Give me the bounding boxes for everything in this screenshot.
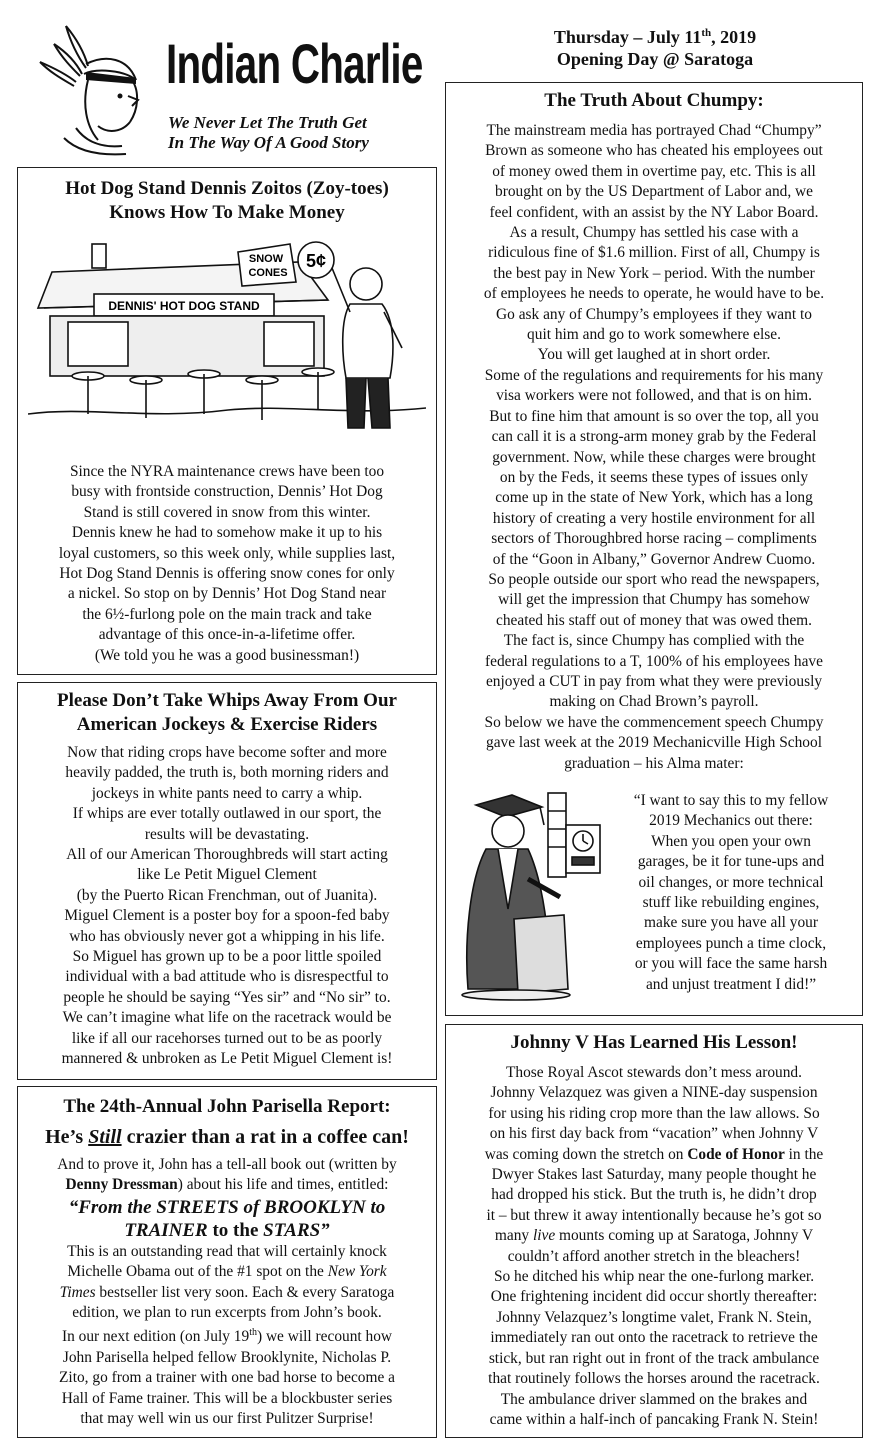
quote-line: “I want to say this to my fellow <box>633 792 829 809</box>
article-dennis-line: (We told you he was a good businessman!) <box>94 646 360 664</box>
edition-date-main: Thursday – July 11 <box>553 27 702 47</box>
stand-sign-text: DENNIS' HOT DOG STAND <box>108 299 260 313</box>
article-parisella-body <box>18 1155 436 1430</box>
article-whips-line: people he should be saying “Yes sir” and “No sir” to. <box>63 988 391 1006</box>
article-chumpy-line: cheated his staff out of money that was owed them. <box>496 611 812 629</box>
article-dennis-line: the 6½-furlong pole on the main track and take <box>82 605 372 623</box>
book-title-line-1: “From the STREETS of BROOKLYN to <box>68 1196 386 1218</box>
quote-line: oil changes, or more technical <box>638 873 824 891</box>
article-parisella-line <box>18 1262 436 1282</box>
snow-sign-text-2: CONES <box>248 267 288 279</box>
edition-date <box>470 22 840 48</box>
article-whips-line: mannered & unbroken as Le Petit Miguel Clement is! <box>61 1050 393 1068</box>
article-dennis-line: Hot Dog Stand Dennis is offering snow cones for only <box>59 565 395 583</box>
hot-dog-stand-drawing-icon <box>28 238 426 444</box>
article-johnny-line: Johnny Velazquez’s longtime valet, Frank N. Stein, <box>496 1308 812 1326</box>
article-chumpy-line: of the “Goon in Albany,” Governor Andrew Cuomo. <box>492 550 816 568</box>
article-chumpy-line: Some of the regulations and requirements for his many <box>484 366 824 384</box>
indian-charlie-portrait-icon <box>36 18 168 158</box>
l5-a: was coming down the stretch on <box>484 1145 688 1163</box>
article-chumpy-line: sectors of Thoroughbred horse racing – compliments <box>491 530 817 548</box>
line-9-sup: th <box>249 1327 257 1339</box>
article-chumpy-line: enjoyed a CUT in pay from what they were previously <box>485 672 823 690</box>
article-johnny-line: One frightening incident did occur shortly thereafter: <box>490 1288 818 1306</box>
book-title-line-2 <box>18 1219 436 1242</box>
edition-subtitle: Opening Day @ Saratoga <box>556 49 754 69</box>
line-9-b: ) we will recount how <box>256 1328 393 1346</box>
line-2-rest: ) about his life and times, entitled: <box>177 1176 389 1194</box>
headline-2-part-a: He’s <box>45 1126 89 1148</box>
l9-live: live <box>532 1227 556 1245</box>
article-johnny-line: had dropped his stick. But the truth is, he didn’t drop <box>491 1186 817 1204</box>
article-johnny-line <box>446 1226 862 1246</box>
article-parisella-line <box>18 1323 436 1348</box>
line-7-times: Times <box>59 1283 96 1301</box>
article-chumpy-line: ridiculous fine of $1.6 million. First of all, Chumpy is <box>488 244 820 262</box>
article-johnny-line: came within a half-inch of pancaking Frank N. Stein! <box>489 1410 819 1428</box>
article-chumpy-line: gave last week at the 2019 Mechanicville High School <box>486 734 822 752</box>
article-dennis-line: Dennis knew he had to somehow make it up to his <box>71 524 383 542</box>
article-johnny-line: Dwyer Stakes last Saturday, many people thought he <box>491 1166 817 1184</box>
article-parisella-line <box>18 1283 436 1303</box>
article-chumpy-line: quit him and go to work somewhere else. <box>527 326 781 344</box>
article-dennis-line: a nickel. So stop on by Dennis’ Hot Dog Stand near <box>67 585 387 603</box>
article-chumpy-line: will get the impression that Chumpy has somehow <box>498 591 810 609</box>
article-chumpy-line: government. Now, while these charges were brought <box>492 448 816 466</box>
snow-sign-price: 5¢ <box>305 251 327 271</box>
headline-2-part-c: crazier than a rat in a coffee can! <box>121 1126 409 1148</box>
article-chumpy-body <box>446 121 862 774</box>
article-johnny-line: on his first day back from “vacation” when Johnny V <box>489 1125 819 1143</box>
article-chumpy-line: of employees he needs to operate, he would have to be. <box>483 285 825 303</box>
article-whips-line: like Le Petit Miguel Clement <box>137 866 317 884</box>
author-name: Denny Dressman <box>65 1176 178 1194</box>
article-chumpy-headline: The Truth About Chumpy: <box>544 90 764 111</box>
article-chumpy-line: So below we have the commencement speech Chumpy <box>484 713 824 731</box>
article-chumpy-line: federal regulations to a T, 100% of his employees have <box>485 652 823 670</box>
edition-date-sup: th <box>701 27 712 39</box>
article-chumpy-line: feel confident, with an assist by the NY Labor Board. <box>489 203 819 221</box>
article-whips-line: results will be devastating. <box>144 825 310 843</box>
article-whips-line: All of our American Thoroughbreds will start acting <box>66 846 388 864</box>
article-johnny-line <box>446 1145 862 1165</box>
article-dennis <box>17 167 437 675</box>
article-johnny-line: So he ditched his whip near the one-furlong marker. <box>493 1268 815 1286</box>
book-title-trainer: TRAINER <box>124 1219 208 1241</box>
masthead-tagline-2: In The Way Of A Good Story <box>168 133 369 152</box>
article-chumpy-line: the best pay in New York – period. With the number <box>493 264 815 282</box>
article-chumpy-line: Go ask any of Chumpy’s employees if they want to <box>496 305 812 323</box>
article-whips-line: Miguel Clement is a poster boy for a spoon-fed baby <box>64 907 390 925</box>
line-6-a: Michelle Obama out of the #1 spot on the <box>67 1263 328 1281</box>
article-chumpy-line: history of creating a very hostile environment for all <box>492 509 816 527</box>
article-whips-line: who has obviously never got a whipping in his life. <box>69 927 385 945</box>
article-chumpy-line: But to fine him that amount is so over the top, all you <box>489 407 819 425</box>
chumpy-speech-quote <box>606 791 856 995</box>
masthead-title: Indian Charlie <box>166 32 423 95</box>
article-dennis-line: loyal customers, so this week only, while supplies last, <box>58 544 396 562</box>
article-johnny-line: that routinely follows the horses around the racetrack. <box>488 1370 820 1388</box>
masthead-logo-illustration <box>36 18 168 158</box>
article-chumpy-line: The mainstream media has portrayed Chad “Chumpy” <box>486 122 822 139</box>
article-chumpy <box>445 82 863 1016</box>
article-chumpy-line: making on Chad Brown’s payroll. <box>549 693 759 711</box>
article-johnny-line: for using his riding crop more than the law allows. So <box>488 1104 820 1122</box>
article-whips-line: individual with a bad attitude who is disrespectful to <box>65 968 389 986</box>
article-johnny-line: The ambulance driver slammed on the brakes and <box>500 1390 808 1408</box>
article-chumpy-line: on by the Feds, it seems these types of issues only <box>499 468 809 486</box>
article-chumpy-line: Brown as someone who has cheated his employees out <box>485 142 823 160</box>
article-johnny-line: it – but threw it away intentionally because he’s got so <box>486 1206 822 1224</box>
article-chumpy-line: of money owed them in overtime pay, etc. This is all <box>492 162 816 180</box>
article-johnny-line: Johnny Velazquez was given a NINE-day suspension <box>490 1084 818 1102</box>
l5-c: in the <box>784 1145 824 1163</box>
graduate-time-clock-icon <box>456 789 606 1003</box>
article-whips-line: like if all our racehorses turned out to be as poorly <box>71 1029 383 1047</box>
article-whips-headline-1: Please Don’t Take Whips Away From Our <box>57 690 397 711</box>
article-parisella-line: that may well win us our first Pulitzer Surprise! <box>80 1410 374 1428</box>
line-9-a: In our next edition (on July 19 <box>61 1328 250 1346</box>
headline-2-still: Still <box>88 1126 122 1148</box>
quote-line: employees punch a time clock, <box>635 934 827 952</box>
article-parisella-line <box>18 1175 436 1195</box>
article-parisella-line: And to prove it, John has a tell-all book out (written by <box>57 1156 397 1173</box>
article-chumpy-line: graduation – his Alma mater: <box>564 754 744 772</box>
article-chumpy-line: The fact is, since Chumpy has complied with the <box>503 632 805 650</box>
article-whips-line: We can’t imagine what life on the racetrack would be <box>62 1009 392 1027</box>
article-johnny-v <box>445 1024 863 1438</box>
article-johnny-line: Those Royal Ascot stewards don’t mess around. <box>506 1064 802 1081</box>
article-johnny-line: immediately ran out onto the racetrack to retrieve the <box>490 1329 818 1347</box>
article-johnny-line: couldn’t afford another stretch in the bleachers! <box>507 1247 801 1265</box>
article-dennis-line: advantage of this once-in-a-lifetime offer. <box>98 626 356 644</box>
l9-c: mounts coming up at Saratoga, Johnny V <box>555 1227 814 1245</box>
article-whips-body <box>18 743 436 1070</box>
article-parisella <box>17 1086 437 1438</box>
article-chumpy-line: You will get laughed at in short order. <box>537 346 771 364</box>
article-dennis-line: Since the NYRA maintenance crews have been too <box>69 463 385 480</box>
article-dennis-headline-2: Knows How To Make Money <box>109 202 345 223</box>
line-7-b: bestseller list very soon. Each & every Saratoga <box>95 1283 395 1301</box>
article-whips-line: Now that riding crops have become softer and more <box>67 744 387 761</box>
horse-name: Code of Honor <box>687 1145 785 1163</box>
quote-line: garages, be it for tune-ups and <box>637 853 825 871</box>
edition-date-year: , 2019 <box>711 27 757 47</box>
hot-dog-stand-illustration <box>28 238 426 444</box>
article-parisella-headline-1: The 24th-Annual John Parisella Report: <box>63 1096 391 1117</box>
article-johnny-line: stick, but ran right out in front of the track ambulance <box>488 1349 820 1367</box>
chumpy-graduation-illustration <box>456 789 606 1003</box>
article-parisella-line: Hall of Fame trainer. This will be a blockbuster series <box>61 1389 393 1407</box>
article-dennis-line: busy with frontside construction, Dennis’ Hot Dog <box>71 483 383 501</box>
article-parisella-line: Zito, go from a trainer with one bad horse to become a <box>59 1369 395 1387</box>
article-chumpy-line: So people outside our sport who read the newspapers, <box>488 570 820 588</box>
article-chumpy-line: brought on by the US Department of Labor and, we <box>495 183 813 201</box>
article-chumpy-line: visa workers were not followed, and that is on him. <box>496 387 812 405</box>
article-parisella-line: John Parisella helped fellow Brooklynite, Nicholas P. <box>62 1348 392 1366</box>
masthead-tagline-1: We Never Let The Truth Get <box>168 113 367 132</box>
quote-line: make sure you have all your <box>644 914 818 932</box>
article-whips <box>17 682 437 1080</box>
quote-line: 2019 Mechanics out there: <box>649 812 813 830</box>
article-whips-headline-2: American Jockeys & Exercise Riders <box>76 714 378 735</box>
quote-line: stuff like rebuilding engines, <box>642 894 820 912</box>
quote-line: and unjust treatment I did!” <box>645 975 817 993</box>
book-title-to-the: to the <box>207 1219 264 1241</box>
article-parisella-line: This is an outstanding read that will certainly knock <box>67 1242 387 1260</box>
article-dennis-line: Stand is still covered in snow from this winter. <box>83 503 371 521</box>
article-whips-line: jockeys in white pants need to carry a whip. <box>91 784 363 802</box>
article-dennis-headline-1: Hot Dog Stand Dennis Zoitos (Zoy-toes) <box>65 178 389 199</box>
article-dennis-body <box>18 462 436 666</box>
snow-sign-text-1: SNOW <box>248 253 284 265</box>
line-6-nyt: New York <box>327 1263 387 1281</box>
article-parisella-line: edition, we plan to run excerpts from John’s book. <box>72 1304 382 1322</box>
article-whips-line: heavily padded, the truth is, both morning riders and <box>65 764 389 782</box>
article-parisella-headline-2 <box>18 1125 436 1149</box>
article-whips-line: (by the Puerto Rican Frenchman, out of Juanita). <box>76 886 378 904</box>
article-whips-line: So Miguel has grown up to be a poor little spoiled <box>72 948 382 966</box>
l9-a: many <box>494 1227 533 1245</box>
article-johnny-headline: Johnny V Has Learned His Lesson! <box>510 1032 798 1053</box>
article-chumpy-line: can call it is a strong-arm money grab by the Federal <box>491 428 817 446</box>
article-chumpy-line: As a result, Chumpy has settled his case with a <box>509 224 799 242</box>
article-whips-line: If whips are ever totally outlawed in our sport, the <box>72 805 382 823</box>
book-title-stars: STARS” <box>263 1219 330 1241</box>
quote-line: When you open your own <box>651 832 811 850</box>
article-chumpy-line: come up in the state of New York, which has a long <box>495 489 813 507</box>
article-johnny-body <box>446 1063 862 1430</box>
quote-line: or you will face the same harsh <box>634 955 828 973</box>
